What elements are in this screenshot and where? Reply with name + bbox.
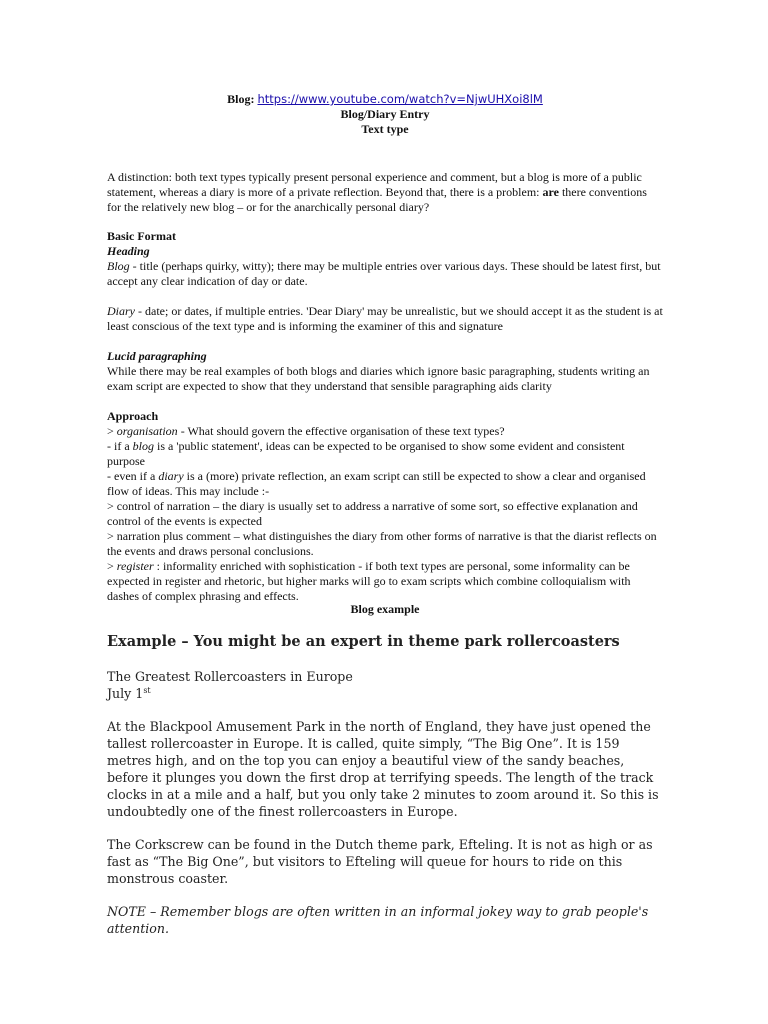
diary-format-paragraph [107, 304, 663, 334]
approach-line2-text: is a 'public statement', ideas can be expected to be organised to show some evident and consistent purpose [107, 439, 625, 468]
example-heading: Example – You might be an expert in theme park rollercoasters [107, 633, 620, 650]
document-subtitle: Text type [361, 122, 409, 136]
approach-line1-text: - What should govern the effective organisation of these text types? [177, 424, 505, 438]
youtube-link[interactable]: https://www.youtube.com/watch?v=NjwUHXoi8lM [257, 92, 543, 106]
example-paragraph-2: The Corkscrew can be found in the Dutch theme park, Efteling. It is not as high or as fast as “The Big One”, but visitors to Efteling will queue for hours to ride on this monstrous coaster. [107, 837, 653, 886]
intro-text-before: A distinction: both text types typically present personal experience and comment, but a blog is more of a public statement, whereas a diary is more of a private reflection. Beyond that, there is a problem: [107, 170, 642, 199]
example-post-header [107, 668, 667, 702]
approach-line6-prefix: > [107, 559, 117, 573]
blog-link-line [107, 92, 663, 107]
blog-example-label: Blog example [350, 602, 420, 616]
approach-line2-term: blog [132, 439, 154, 453]
approach-line-narration: > control of narration – the diary is usually set to address a narrative of some sort, so effective explanation and control of the events is expected [107, 499, 638, 528]
lucid-section [107, 349, 663, 394]
lucid-text: While there may be real examples of both blogs and diaries which ignore basic paragraphing, students writing an exam script are expected to show that they understand that sensible paragraphing aids clarity [107, 364, 650, 393]
example-date-suffix: st [143, 685, 151, 695]
blog-format-text: - title (perhaps quirky, witty); there may be multiple entries over various days. These should be latest first, but accept any clear indication of day or date. [107, 259, 661, 288]
blog-format-paragraph [107, 259, 663, 289]
diary-format-text: - date; or dates, if multiple entries. 'Dear Diary' may be unrealistic, but we should accept it as the student is at least conscious of the text type and is informing the examiner of this and signature [107, 304, 663, 333]
example-body [107, 668, 667, 953]
example-note: NOTE – Remember blogs are often written in an informal jokey way to grab people's attention. [107, 904, 649, 936]
blog-prefix: Blog: [227, 92, 255, 106]
basic-format-heading: Basic Format [107, 229, 176, 243]
approach-line-register [107, 559, 663, 604]
approach-line-narration-comment: > narration plus comment – what distinguishes the diary from other forms of narrative is that the diarist reflects on the events and draws personal conclusions. [107, 529, 657, 558]
lucid-heading: Lucid paragraphing [107, 349, 207, 363]
example-date: July 1 [107, 686, 144, 701]
approach-line3-text: is a (more) private reflection, an exam script can still be expected to show a clear and organised flow of ideas. This may include :- [107, 469, 646, 498]
approach-line2-prefix: - if a [107, 439, 133, 453]
approach-line6-text: : informality enriched with sophistication - if both text types are personal, some informality can be expected in register and rhetoric, but higher marks will go to exam scripts which combine colloquialism with dashes of complex phrasing and effects. [107, 559, 631, 603]
approach-line-organisation [107, 424, 663, 439]
approach-heading: Approach [107, 409, 159, 423]
heading-subheading: Heading [107, 244, 150, 258]
intro-paragraph [107, 170, 663, 215]
approach-line6-term: register [116, 559, 154, 573]
basic-format-section [107, 229, 663, 289]
blog-term: Blog [107, 259, 130, 273]
approach-line1-prefix: > [107, 424, 117, 438]
intro-text-after: there conventions for the relatively new blog – or for the anarchically personal diary? [107, 185, 647, 214]
approach-line-diary [107, 469, 663, 499]
approach-line3-prefix: - even if a [107, 469, 159, 483]
approach-line-blog [107, 439, 663, 469]
diary-term: Diary [107, 304, 135, 318]
approach-line3-term: diary [158, 469, 184, 483]
document-title: Blog/Diary Entry [340, 107, 430, 121]
intro-emphasis: are [542, 185, 559, 199]
example-post-title: The Greatest Rollercoasters in Europe [107, 669, 353, 684]
approach-section [107, 409, 663, 604]
approach-line1-term: organisation [116, 424, 178, 438]
document-header [107, 92, 663, 137]
example-paragraph-1: At the Blackpool Amusement Park in the north of England, they have just opened the tallest rollercoaster in Europe. It is called, quite simply, “The Big One”. It is 159 metres high, and on the top you can enjoy a beautiful view of the sandy beaches, before it plunges you down the first drop at terrifying speeds. The length of the track clocks in at a mile and a half, but you only take 2 minutes to zoom around it. So this is undoubtedly one of the finest rollercoasters in Europe. [107, 719, 659, 819]
